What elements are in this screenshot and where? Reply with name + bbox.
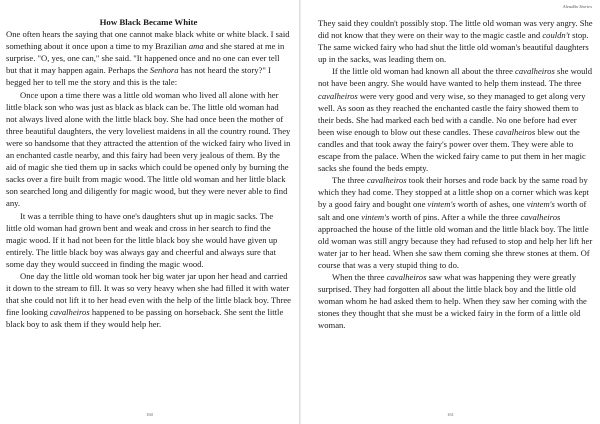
text-run: Once upon a time there was a little old woman who lived all alone with her little black son who was just as black as black can be. The little old woman had not always lived alone with the little black boy. She had once been the mother of three beautiful daughters, the very loveliest maidens in all the country round. They were so handsome that they attracted the attention of the wicked fairy who lived in an enchanted castle nearby, and this fairy had been very jealous of them. By the aid of magic she tied them up in sacks which could be opened only by burning the sacks over a fire built from magic wood. The little old woman and her little black son searched long and diligently for magic wood, but they were never able to find any.: [6, 89, 291, 209]
italic-term: couldn't: [542, 30, 570, 41]
paragraph: [6, 270, 291, 330]
text-run: They said they couldn't possibly stop. The little old woman was very angry. She did not know that they were on their way to the magic castle and: [318, 18, 593, 41]
running-head-right: Aleadão Stories: [562, 4, 592, 9]
italic-term: cavalheiros: [366, 175, 407, 186]
paragraph: [318, 174, 594, 271]
italic-term: cavalheiros: [495, 126, 536, 137]
paragraph: [6, 89, 291, 210]
text-run: worth of pins. After a while the three: [389, 211, 521, 222]
italic-term: ama: [188, 41, 204, 52]
italic-term: cavalheiros: [520, 211, 561, 222]
left-page-text: [6, 16, 291, 330]
italic-term: Senhora: [149, 65, 179, 76]
italic-term: cavalheiros: [386, 271, 427, 282]
text-run: One often hears the saying that one cannot make black white or white black. I said something about it once upon a time to my Brazilian: [6, 29, 290, 52]
paragraph: [6, 28, 291, 88]
text-run: saw what was happening they were greatly surprised. They had forgotten all about the little black boy and the little old woman whom he had asked them to help. When they saw her coming with the stones they thought that she must be a wicked fairy in the form of a little old woman.: [318, 271, 587, 331]
page-number-left: 160: [146, 412, 153, 417]
paragraph: [318, 17, 594, 65]
paragraph: [318, 271, 594, 331]
italic-term: cavalheiros: [318, 90, 358, 101]
text-run: she would not have been angry. She would have wanted to help them instead. The three: [318, 66, 593, 89]
text-run: and she stared at me in surprise. "O, yes, one can," she said. "It happened once and no one can ever tell but that it may happen again. Perhaps the: [6, 41, 285, 76]
left-page-body: [6, 28, 291, 330]
paragraph: [318, 65, 594, 174]
right-page: [301, 0, 600, 424]
text-run: approached the house of the little old woman and the little black boy. The little old woman was still angry because they had refused to stop and help her lift her water jar to her head. When she saw them coming she threw stones at them. Of course that was a very stupid thing to do.: [318, 223, 593, 270]
text-run: When the three: [332, 271, 387, 282]
right-page-text: [318, 17, 594, 331]
text-run: If the little old woman had known all about the three: [332, 66, 516, 77]
text-run: blew out the candles and that took away the fairy's power over them. They were able to escape from the palace. When the wicked fairy came to put them in her magic sacks she found the beds empty.: [318, 126, 586, 174]
text-run: It was a terrible thing to have one's daughters shut up in magic sacks. The little old woman had grown bent and weak and cross in her search to find the magic wood. If it had not been for the little black boy she would have given up entirely. The little black boy was always gay and cheerful and always sure that some day they would succeed in finding the magic wood.: [6, 210, 278, 269]
text-run: has not heard the story?" I begged her to tell me the story and this is the tale:: [6, 65, 271, 88]
italic-term: vintem's: [526, 199, 555, 210]
text-run: were very good and very wise, so they managed to get along very well. As soon as they reached the enchanted castle the fairy showed them to their beds. She had marked each bed with a candle. No one before had ever been wise enough to blow out these candles. These: [318, 90, 586, 137]
text-run: took their horses and rode back by the same road by which they had come. They stopped at a little shop on a corner which was kept by a good fairy and bought one: [318, 175, 589, 210]
paragraph: [6, 210, 291, 270]
chapter-title: How Black Became White: [99, 17, 198, 27]
right-page-body: [318, 17, 594, 331]
italic-term: vintem's: [427, 199, 456, 210]
left-page: [0, 0, 299, 424]
page-number-right: 161: [447, 412, 454, 417]
text-run: stop. The same wicked fairy who had shut the little old woman's beautiful daughters up in the sacks, was leading them on.: [318, 30, 589, 65]
text-run: worth of ashes, one: [455, 199, 527, 210]
text-run: One day the little old woman took her big water jar upon her head and carried it down to the stream to fill. It was so very heavy when she had filled it with water that she could not lift it to her head even with the help of the little black boy. Three fine looking: [6, 270, 291, 318]
italic-term: cavalheiros: [515, 66, 555, 77]
italic-term: cavalheiros: [49, 307, 90, 318]
italic-term: vintem's: [361, 211, 390, 222]
text-run: happened to be passing on horseback. She sent the little black boy to ask them if they would help her.: [6, 307, 284, 330]
text-run: The three: [332, 175, 367, 186]
text-run: worth of salt and one: [318, 199, 587, 222]
